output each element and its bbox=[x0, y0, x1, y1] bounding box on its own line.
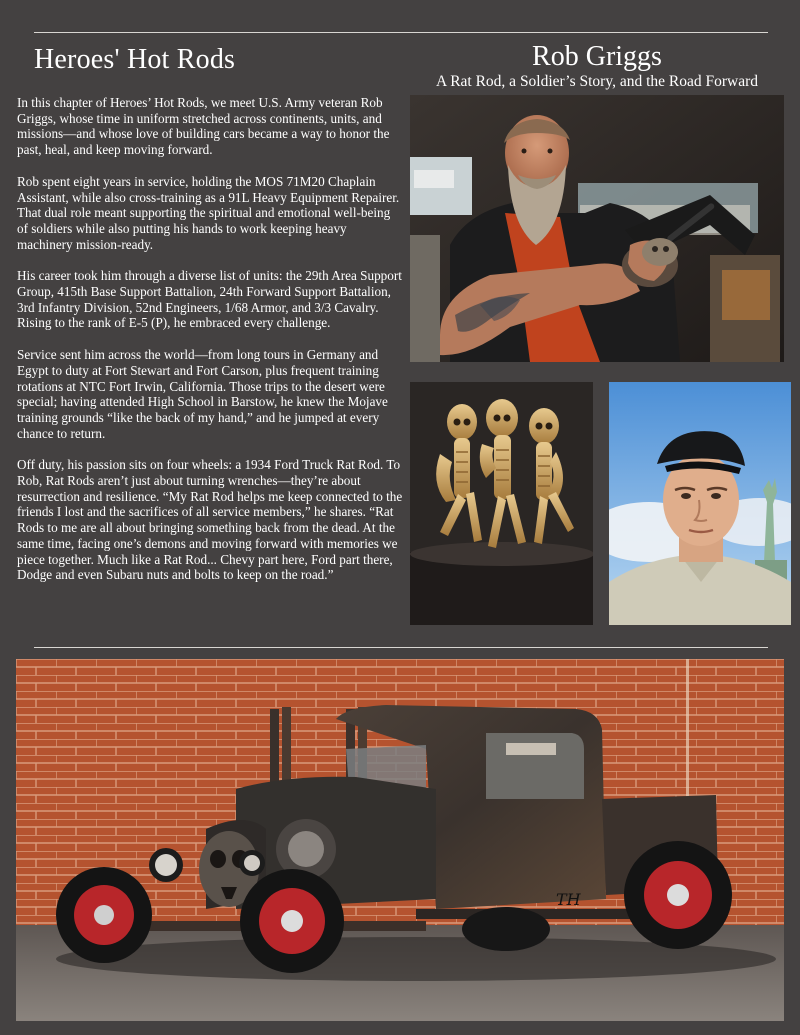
top-divider bbox=[34, 32, 768, 33]
paragraph-units: His career took him through a diverse list of units: the 29th Area Support Group, 415th Base Support Battalion, 24th Forward Support Battalion, 3rd Infantry Division, 52nd Engineers, 1/68 Armor, and 3/3 Cavalry. Rising to the rank of E-5 (P), he embraced every challenge. bbox=[17, 268, 402, 331]
soldier-portrait-photo bbox=[609, 382, 791, 625]
article-header bbox=[410, 42, 784, 91]
person-name: Rob Griggs bbox=[532, 41, 662, 72]
mid-divider bbox=[34, 647, 768, 648]
paragraph-travel: Service sent him across the world—from long tours in Germany and Egypt to duty at Fort Stewart and Fort Carson, plus frequent training rotations at NTC Fort Irwin, California. Those trips to the desert were special; having attended High School in Barstow, he knew the Mojave training grounds “like the back of my hand,” and he jumped at every chance to return. bbox=[17, 347, 388, 441]
rat-rod-truck-photo bbox=[16, 659, 784, 1021]
truck-signature: TH bbox=[556, 890, 581, 909]
series-title: Heroes' Hot Rods bbox=[34, 44, 236, 75]
article-subtitle: A Rat Rod, a Soldier’s Story, and the Road Forward bbox=[435, 73, 759, 90]
paragraph-service: Rob spent eight years in service, holding the MOS 71M20 Chaplain Assistant, while also cross-training as a 91L Heavy Equipment Repairer. That dual role meant supporting the spiritual and emotional well-being of soldiers while also putting his hands to work keeping heavy machinery mission-ready. bbox=[17, 173, 400, 252]
paragraph-intro: In this chapter of Heroes’ Hot Rods, we meet U.S. Army veteran Rob Griggs, whose time in uniform stretched across continents, units, and missions—and whose love of building cars became a way to honor the past, heal, and keep moving forward. bbox=[17, 95, 390, 158]
skeleton-figurine-photo bbox=[410, 382, 593, 625]
portrait-photo bbox=[410, 95, 784, 362]
paragraph-rat-rod: Off duty, his passion sits on four wheels: a 1934 Ford Truck Rat Rod. To Rob, Rat Rods aren’t just about turning wrenches—they’re about resurrection and resilience. “My Rat Rod helps me keep connected to the friends I lost and the sacrifices of all service members,” he shares. “Rat Rods to me are all about bringing something back from the dead. At the same time, facing one’s demons and moving forward with memories we piece together. Much like a Rat Rod... Chevy part here, Ford part there, Dodge and even Subaru nuts and bolts to keep on the road.” bbox=[17, 457, 403, 583]
article-body bbox=[17, 95, 403, 599]
